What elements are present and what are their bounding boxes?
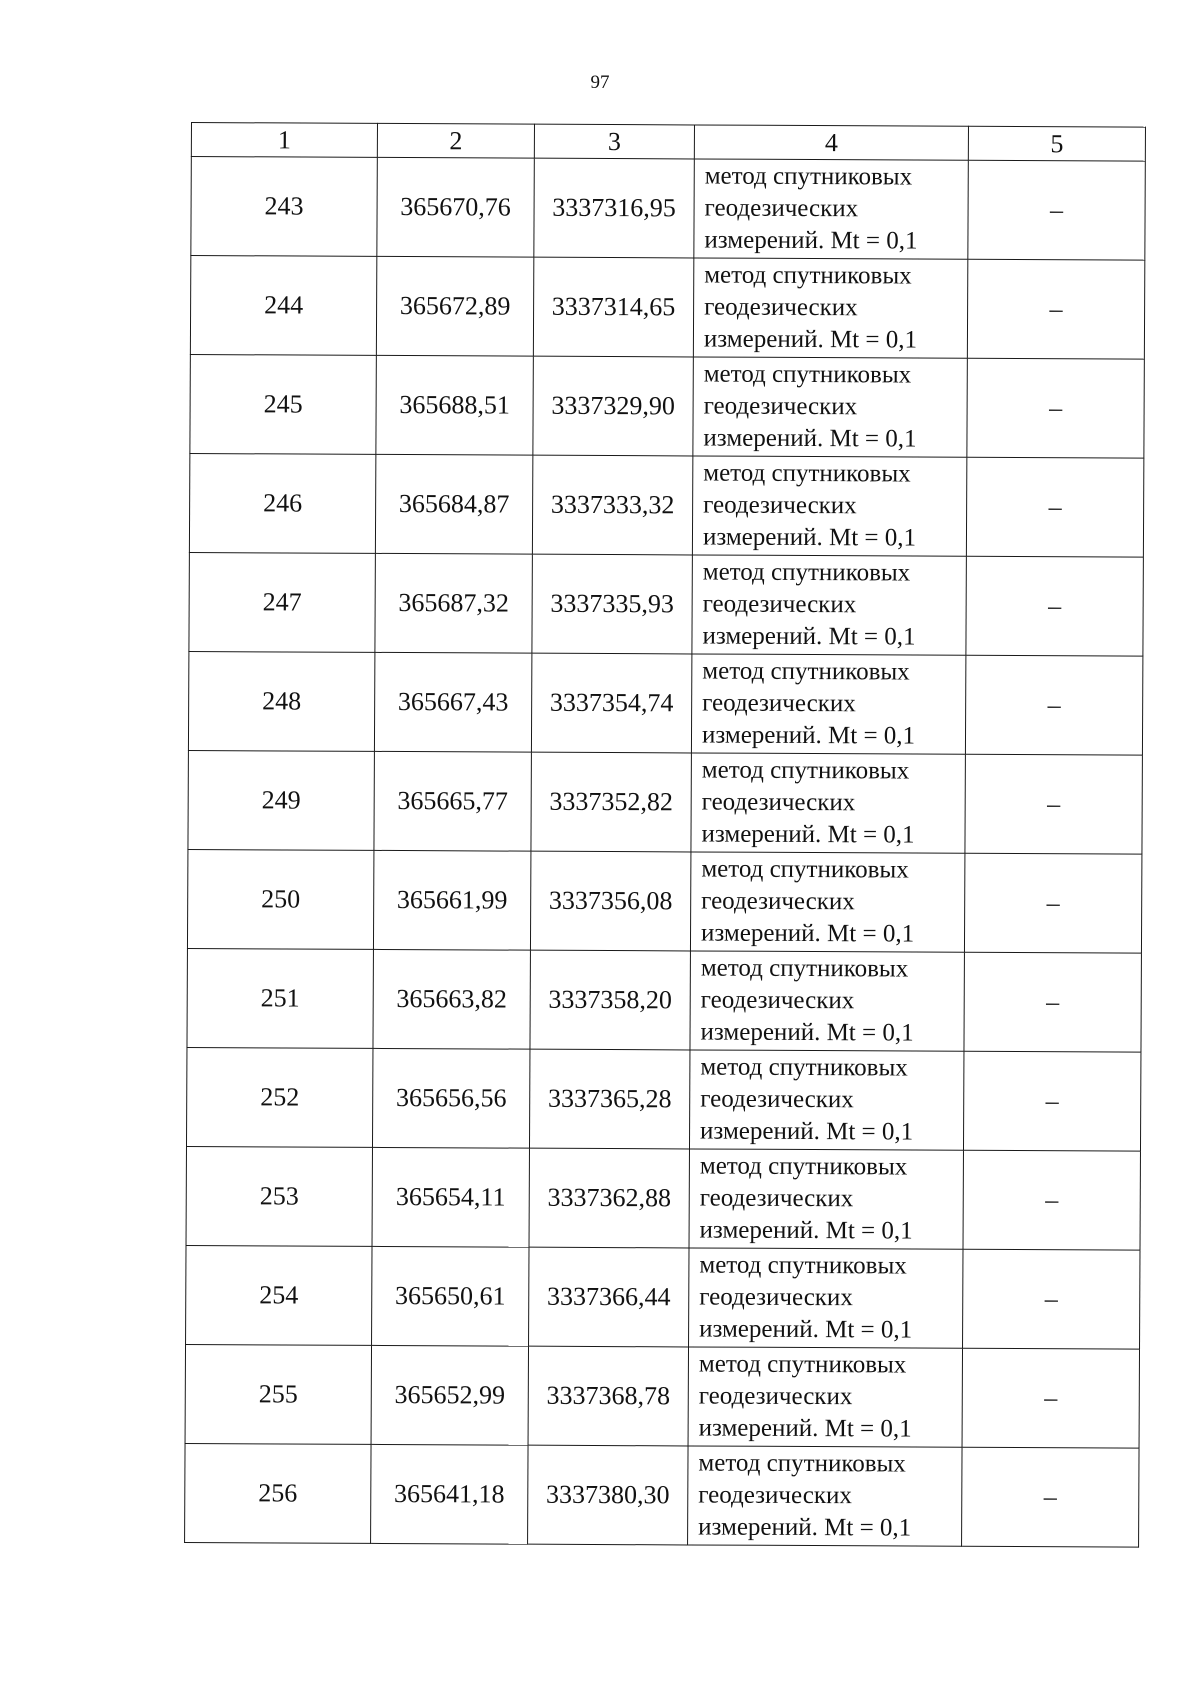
method-cell [691,654,965,754]
note-cell: – [963,1249,1140,1349]
method-line-3: измерений. Mt = 0,1 [698,1414,912,1443]
x-coordinate-cell: 365687,32 [375,553,532,653]
method-line-2: геодезических [701,788,856,817]
method-line-1: метод спутниковых [700,954,909,983]
y-coordinate-cell: 3337368,78 [528,1346,688,1446]
method-line-3: измерений. Mt = 0,1 [703,424,917,453]
note-cell: – [965,655,1142,755]
y-coordinate-cell: 3337354,74 [531,653,691,753]
y-coordinate-cell: 3337335,93 [532,554,692,654]
method-line-2: геодезических [699,1184,854,1213]
column-header-1: 1 [191,123,377,158]
x-coordinate-cell: 365672,89 [376,256,533,356]
method-line-1: метод спутниковых [703,459,911,488]
method-line-1: метод спутниковых [704,162,913,191]
point-number-cell: 251 [187,948,373,1048]
point-number-cell: 256 [185,1443,371,1543]
method-cell [690,852,964,952]
method-line-1: метод спутниковых [698,1350,907,1379]
point-number-cell: 243 [191,157,377,257]
method-cell [692,456,966,556]
method-line-3: измерений. Mt = 0,1 [703,325,918,354]
point-number-cell: 254 [186,1245,372,1345]
method-cell [692,555,966,655]
x-coordinate-cell: 365652,99 [371,1345,528,1445]
x-coordinate-cell: 365665,77 [374,751,531,851]
method-cell [688,1347,962,1447]
y-coordinate-cell: 3337329,90 [533,356,693,456]
method-cell [693,258,967,358]
method-cell [690,951,964,1051]
table-header-row [191,123,1145,162]
method-line-2: геодезических [701,887,855,916]
method-line-2: геодезических [699,1283,853,1312]
y-coordinate-cell: 3337352,82 [531,752,691,852]
page-number: 97 [590,72,610,93]
method-line-2: геодезических [704,293,858,322]
point-number-cell: 247 [189,552,375,652]
method-line-1: метод спутниковых [698,1449,906,1478]
method-line-2: геодезических [702,689,856,718]
x-coordinate-cell: 365650,61 [372,1246,529,1346]
point-number-cell: 255 [185,1344,371,1444]
x-coordinate-cell: 365654,11 [372,1147,529,1247]
table-row [187,849,1141,953]
method-cell [689,1050,963,1150]
method-line-3: измерений. Mt = 0,1 [700,919,915,948]
y-coordinate-cell: 3337316,95 [534,158,694,258]
y-coordinate-cell: 3337365,28 [529,1049,689,1149]
table-row [191,157,1145,261]
method-line-2: геодезических [700,986,855,1015]
table-row [185,1443,1139,1547]
method-cell [688,1446,962,1546]
method-cell [694,159,968,259]
y-coordinate-cell: 3337358,20 [530,950,690,1050]
table-row [185,1344,1139,1448]
x-coordinate-cell: 365641,18 [371,1444,528,1544]
point-number-cell: 250 [187,849,373,949]
column-header-2: 2 [377,123,534,158]
method-line-3: измерений. Mt = 0,1 [698,1513,912,1542]
table-row [189,453,1143,557]
method-line-3: измерений. Mt = 0,1 [701,721,916,750]
method-line-1: метод спутниковых [702,657,910,686]
method-cell [691,753,965,853]
method-line-2: геодезических [703,491,857,520]
method-line-2: геодезических [698,1481,852,1510]
column-header-4: 4 [694,125,968,160]
point-number-cell: 244 [190,256,376,356]
x-coordinate-cell: 365684,87 [375,454,532,554]
table-body [185,157,1146,1548]
y-coordinate-cell: 3337333,32 [532,455,692,555]
method-line-1: метод спутниковых [701,756,910,785]
method-line-2: геодезических [700,1085,854,1114]
method-line-3: измерений. Mt = 0,1 [699,1315,913,1344]
y-coordinate-cell: 3337356,08 [530,851,690,951]
y-coordinate-cell: 3337380,30 [528,1445,688,1545]
x-coordinate-cell: 365667,43 [374,652,531,752]
table-row [190,256,1144,360]
method-line-3: измерений. Mt = 0,1 [702,622,916,651]
note-cell: – [963,1051,1140,1151]
method-line-2: геодезических [703,392,858,421]
coordinates-table [184,122,1146,1548]
table-row [190,354,1144,458]
x-coordinate-cell: 365661,99 [373,850,530,950]
table-row [186,1146,1140,1250]
table-row [187,948,1141,1052]
table-row [188,750,1142,854]
method-cell [689,1248,963,1348]
method-line-3: измерений. Mt = 0,1 [700,1018,914,1047]
method-line-3: измерений. Mt = 0,1 [700,1117,914,1146]
point-number-cell: 246 [189,453,375,553]
method-line-1: метод спутниковых [702,558,911,587]
table-row [186,1245,1140,1349]
method-line-2: геодезических [704,194,859,223]
note-cell: – [965,754,1142,854]
method-line-1: метод спутниковых [701,855,909,884]
note-cell: – [962,1348,1139,1448]
note-cell: – [967,358,1144,458]
method-line-1: метод спутниковых [700,1053,908,1082]
note-cell: – [967,259,1144,359]
note-cell: – [964,853,1141,953]
method-line-2: геодезических [702,590,857,619]
table-row [189,552,1143,656]
method-line-3: измерений. Mt = 0,1 [699,1216,913,1245]
point-number-cell: 248 [188,651,374,751]
note-cell: – [966,556,1143,656]
note-cell: – [962,1447,1139,1547]
method-cell [693,357,967,457]
method-line-3: измерений. Mt = 0,1 [701,820,915,849]
method-line-1: метод спутниковых [703,360,912,389]
point-number-cell: 252 [186,1047,372,1147]
table-row [188,651,1142,755]
method-line-3: измерений. Mt = 0,1 [704,226,918,255]
x-coordinate-cell: 365670,76 [377,157,534,257]
method-line-1: метод спутниковых [704,261,912,290]
note-cell: – [966,457,1143,557]
x-coordinate-cell: 365688,51 [376,355,533,455]
method-line-1: метод спутниковых [699,1152,908,1181]
point-number-cell: 253 [186,1146,372,1246]
column-header-5: 5 [968,126,1145,161]
note-cell: – [963,1150,1140,1250]
table-row [186,1047,1140,1151]
point-number-cell: 245 [190,354,376,454]
y-coordinate-cell: 3337314,65 [533,257,693,357]
x-coordinate-cell: 365663,82 [373,949,530,1049]
note-cell: – [968,160,1145,260]
method-line-1: метод спутниковых [699,1251,907,1280]
column-header-3: 3 [534,124,694,159]
x-coordinate-cell: 365656,56 [372,1048,529,1148]
y-coordinate-cell: 3337362,88 [529,1148,689,1248]
point-number-cell: 249 [188,750,374,850]
y-coordinate-cell: 3337366,44 [529,1247,689,1347]
note-cell: – [964,952,1141,1052]
method-cell [689,1149,963,1249]
method-line-3: измерений. Mt = 0,1 [702,523,917,552]
method-line-2: геодезических [698,1382,853,1411]
